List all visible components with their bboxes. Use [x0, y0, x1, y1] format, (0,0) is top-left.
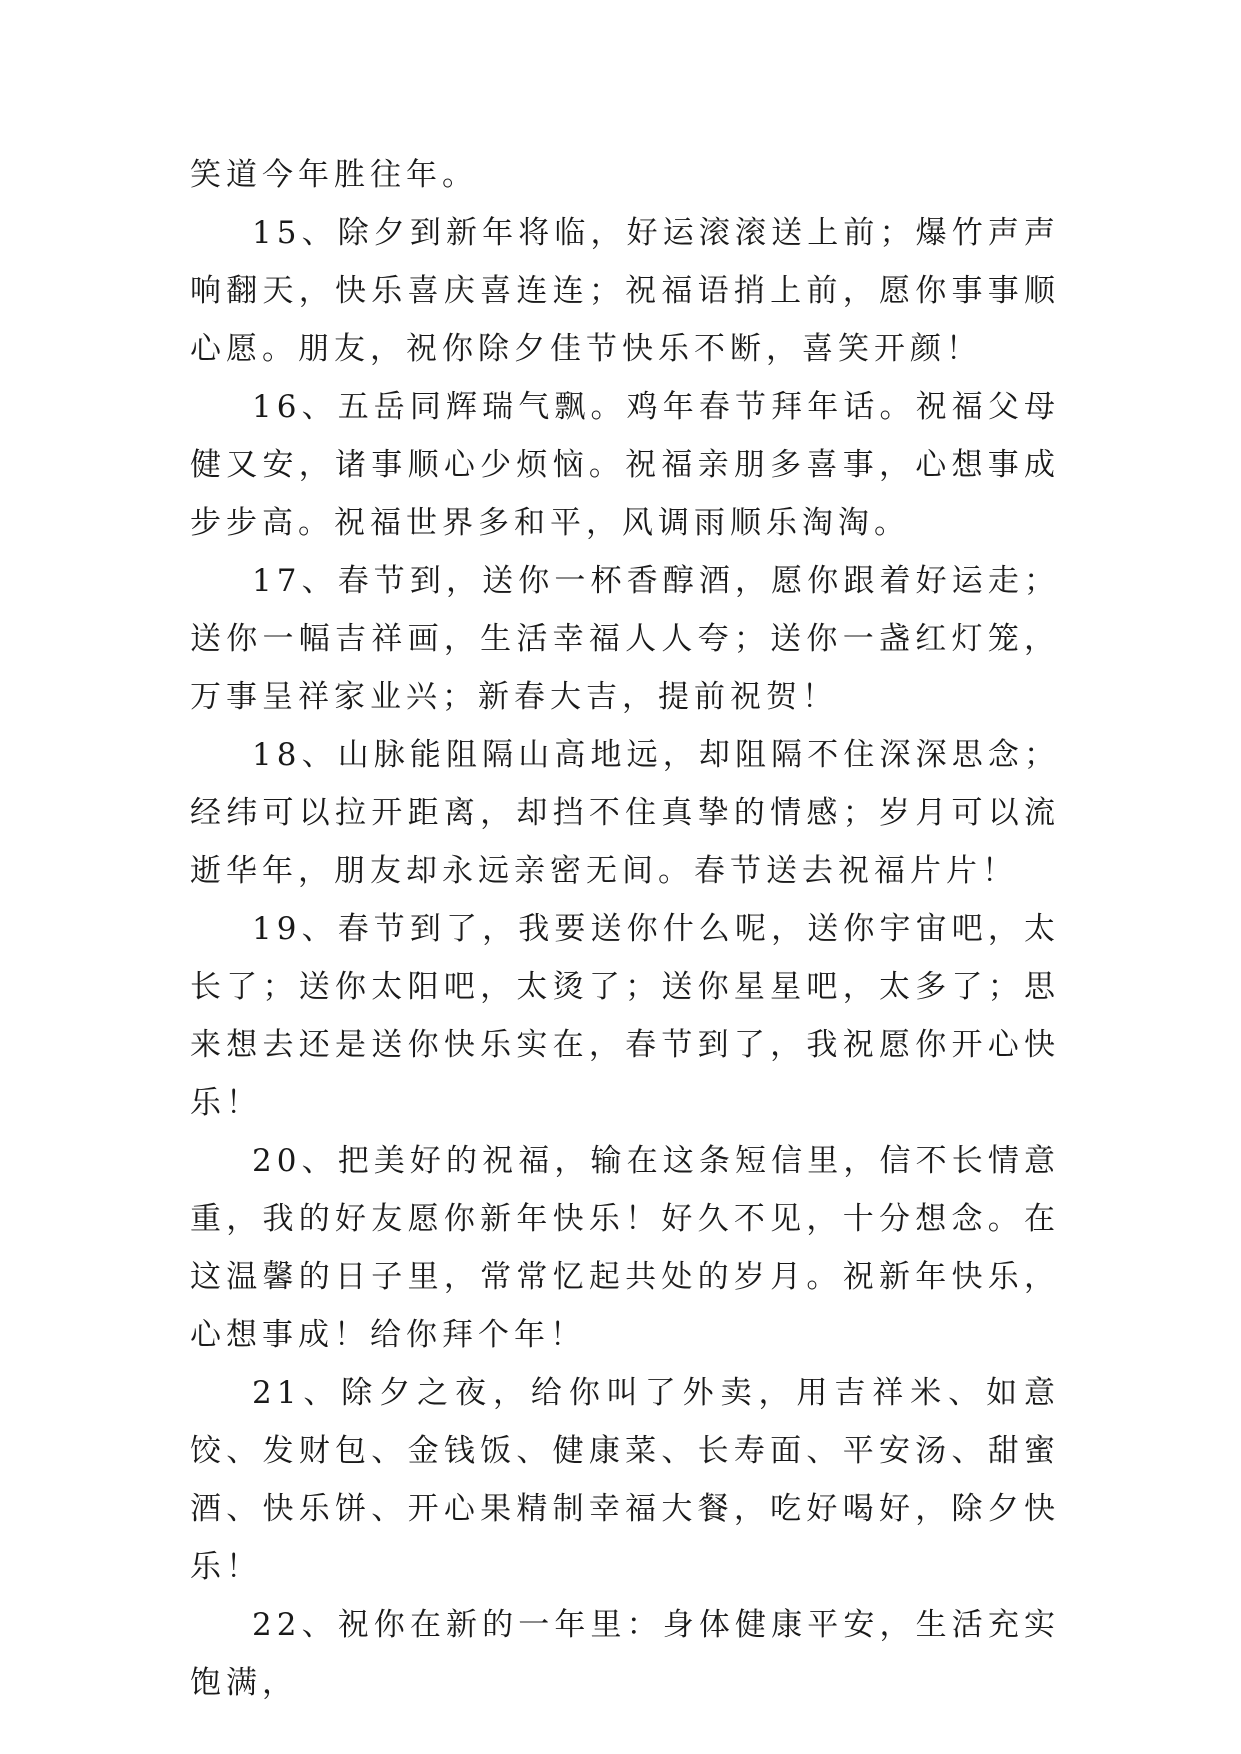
paragraph-20: 20、把美好的祝福，输在这条短信里，信不长情意重，我的好友愿你新年快乐！好久不见，十分想念。在这温馨的日子里，常常忆起共处的岁月。祝新年快乐，心想事成！给你拜个年！: [190, 1143, 1060, 1353]
paragraph-15: 15、除夕到新年将临，好运滚滚送上前；爆竹声声响翻天，快乐喜庆喜连连；祝福语捎上前，愿你事事顺心愿。朋友，祝你除夕佳节快乐不断，喜笑开颜！: [190, 215, 1060, 367]
paragraph-22: 22、祝你在新的一年里：身体健康平安，生活充实饱满，: [190, 1607, 1060, 1701]
paragraph-17: 17、春节到，送你一杯香醇酒，愿你跟着好运走；送你一幅吉祥画，生活幸福人人夸；送你一盏红灯笼，万事呈祥家业兴；新春大吉，提前祝贺！: [190, 563, 1060, 715]
paragraph-continuation: 笑道今年胜往年。: [190, 157, 478, 193]
paragraph-19: 19、春节到了，我要送你什么呢，送你宇宙吧，太长了；送你太阳吧，太烫了；送你星星吧，太多了；思来想去还是送你快乐实在，春节到了，我祝愿你开心快乐！: [190, 911, 1060, 1121]
document-page: [190, 146, 1060, 1712]
paragraph-18: 18、山脉能阻隔山高地远，却阻隔不住深深思念；经纬可以拉开距离，却挡不住真挚的情感；岁月可以流逝华年，朋友却永远亲密无间。春节送去祝福片片！: [190, 737, 1060, 889]
paragraph-21: 21、除夕之夜，给你叫了外卖，用吉祥米、如意饺、发财包、金钱饭、健康菜、长寿面、平安汤、甜蜜酒、快乐饼、开心果精制幸福大餐，吃好喝好，除夕快乐！: [190, 1375, 1060, 1585]
paragraph-16: 16、五岳同辉瑞气飘。鸡年春节拜年话。祝福父母健又安，诸事顺心少烦恼。祝福亲朋多喜事，心想事成步步高。祝福世界多和平，风调雨顺乐淘淘。: [190, 389, 1060, 541]
